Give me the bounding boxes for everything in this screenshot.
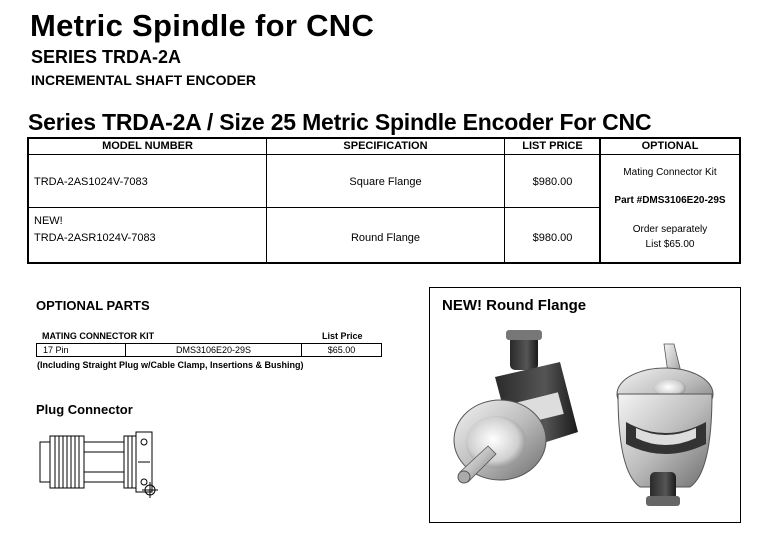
price-cell: $980.00 — [532, 176, 573, 188]
kit-label: MATING CONNECTOR KIT — [42, 331, 155, 341]
product-subtitle: INCREMENTAL SHAFT ENCODER — [31, 72, 257, 88]
specification-cell: Square Flange — [349, 176, 422, 188]
section-heading: Series TRDA-2A / Size 25 Metric Spindle Encoder For CNC — [28, 109, 652, 135]
kit-part-number: DMS3106E20-29S — [175, 345, 252, 355]
plug-connector-title: Plug Connector — [36, 402, 133, 417]
kit-note: (Including Straight Plug w/Cable Clamp, Insertions & Bushing) — [37, 360, 304, 370]
page-title: Metric Spindle for CNC — [30, 8, 375, 43]
price-cell: $980.00 — [532, 232, 573, 244]
header-specification: SPECIFICATION — [343, 140, 428, 152]
new-tag: NEW! — [34, 215, 63, 227]
model-number-cell: TRDA-2AS1024V-7083 — [34, 176, 148, 188]
row-divider — [29, 207, 600, 208]
photo-title: NEW! Round Flange — [442, 297, 587, 314]
model-number-cell: TRDA-2ASR1024V-7083 — [34, 232, 156, 244]
series-name: SERIES TRDA-2A — [31, 47, 182, 67]
kit-pins: 17 Pin — [43, 345, 69, 355]
round-flange-encoder — [617, 344, 713, 506]
kit-table — [36, 343, 382, 357]
kit-price: $65.00 — [327, 345, 356, 355]
square-flange-encoder — [454, 330, 578, 483]
optional-list-price: List $65.00 — [645, 239, 695, 250]
plug-connector-drawing — [38, 428, 163, 500]
optional-part-number: Part #DMS3106E20-29S — [614, 195, 726, 206]
optional-kit-name: Mating Connector Kit — [623, 167, 717, 178]
header-model-number: MODEL NUMBER — [102, 140, 193, 152]
header-divider-optional — [600, 154, 739, 155]
header-list-price: LIST PRICE — [522, 140, 583, 152]
encoder-product-photo — [440, 322, 735, 517]
header-divider — [29, 154, 600, 155]
specification-cell: Round Flange — [350, 232, 421, 244]
product-table — [27, 137, 741, 264]
optional-order-note: Order separately — [632, 224, 708, 235]
header-optional: OPTIONAL — [641, 140, 699, 152]
optional-parts-title: OPTIONAL PARTS — [36, 298, 150, 313]
list-price-label: List Price — [322, 331, 363, 341]
